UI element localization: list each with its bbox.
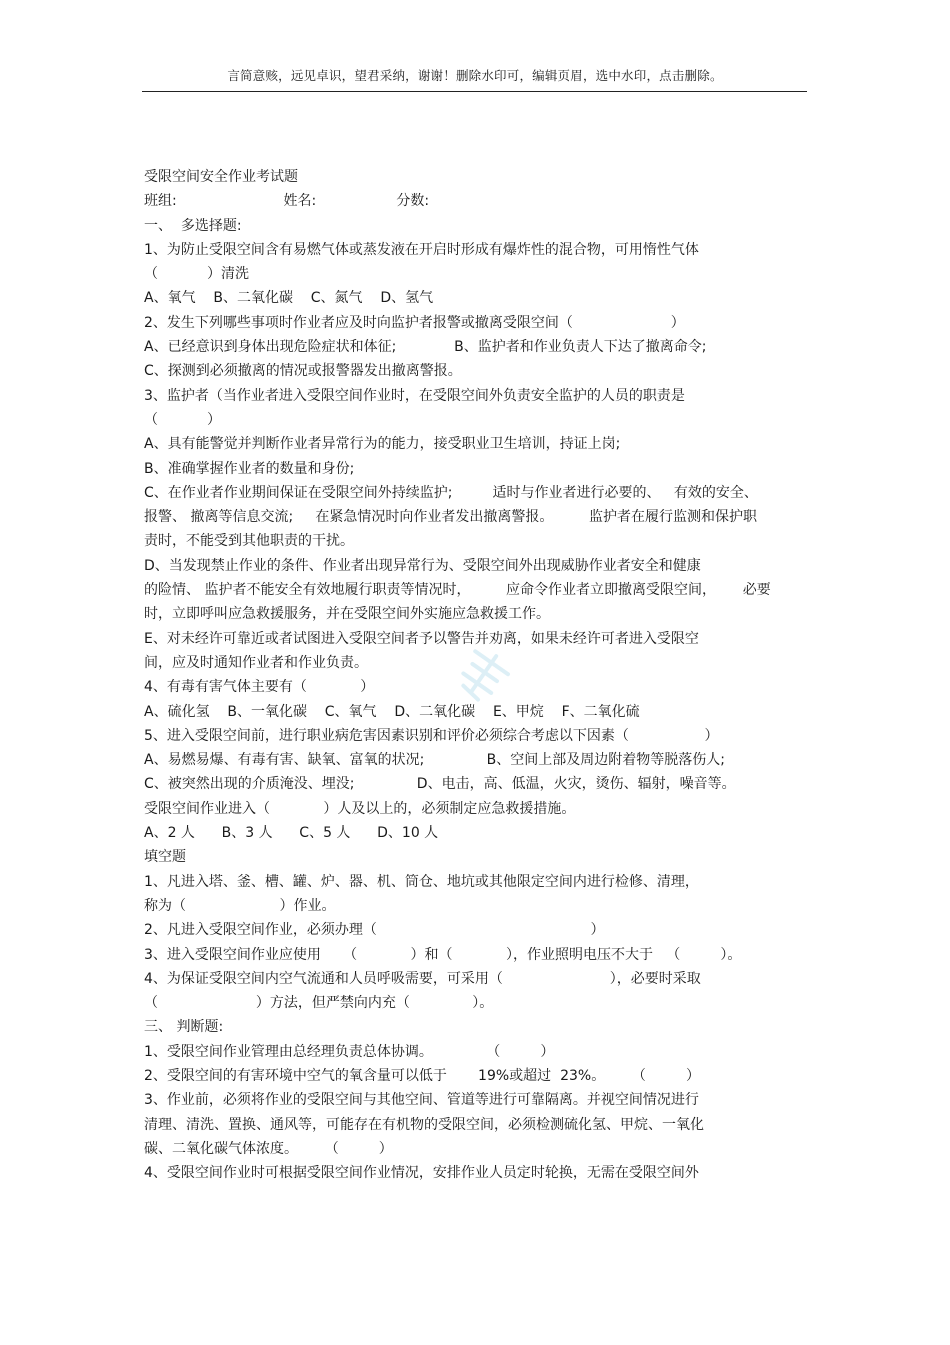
document-line: （ ）清洗 [144,266,249,283]
document-line: C、探测到必须撤离的情况或报警器发出撤离警报。 [144,363,462,380]
document-line: 报警、 撤离等信息交流; 在紧急情况时向作业者发出撤离警报。 监护者在履行监测和保护职 [144,509,758,526]
document-line: 的险情、 监护者不能安全有效地履行职责等情况时， 应命令作业者立即撤离受限空间， 必要 [144,582,771,599]
document-line: A、氧气 B、二氧化碳 C、氮气 D、氢气 [144,290,434,307]
document-line: 填空题 [144,849,186,866]
header-divider [142,91,807,92]
document-line: 4、有毒有害气体主要有（ ） [144,679,375,696]
document-line: 5、进入受限空间前，进行职业病危害因素识别和评价必须综合考虑以下因素（ ） [144,727,719,744]
document-line: 1、凡进入塔、釜、槽、罐、炉、器、机、筒仓、地坑或其他限定空间内进行检修、清理， [144,873,699,890]
document-line: 4、为保证受限空间内空气流通和人员呼吸需要，可采用（ ），必要时采取 [144,970,701,987]
document-line: 称为（ ）作业。 [144,897,336,914]
document-line: C、在作业者作业期间保证在受限空间外持续监护; 适时与作业者进行必要的、 有效的安全、 [144,484,758,501]
document-line: A、已经意识到身体出现危险症状和体征; B、监护者和作业负责人下达了撤离命令; [144,339,707,356]
document-line: 3、作业前，必须将作业的受限空间与其他空间、管道等进行可靠隔离。并视空间情况进行 [144,1092,699,1109]
page-header-text: 言简意赅，远见卓识，望君采纳，谢谢！删除水印可，编辑页眉，选中水印，点击删除。 [227,68,723,83]
document-line: 3、监护者（当作业者进入受限空间作业时，在受限空间外负责安全监护的人员的职责是 [144,387,685,404]
document-line: 间，应及时通知作业者和作业负责。 [144,654,368,671]
document-line: A、具有能警觉并判断作业者异常行为的能力，接受职业卫生培训，持证上岗; [144,436,621,453]
document-line: 时，立即呼叫应急救援服务，并在受限空间外实施应急救援工作。 [144,606,550,623]
document-line: 2、凡进入受限空间作业，必须办理（ ） [144,922,605,939]
document-line: D、当发现禁止作业的条件、作业者出现异常行为、受限空间外出现威胁作业者安全和健康 [144,557,701,574]
document-line: （ ） [144,411,221,428]
document-line: C、被突然出现的介质淹没、埋没; D、电击，高、低温，火灾，烫伤、辐射，噪音等。 [144,776,736,793]
document-line: 2、发生下列哪些事项时作业者应及时向监护者报警或撤离受限空间（ ） [144,314,685,331]
document-line: 三、 判断题: [144,1019,224,1036]
document-line: （ ）方法，但严禁向内充（ ）。 [144,995,494,1012]
document-line: A、硫化氢 B、一氧化碳 C、氧气 D、二氧化碳 E、甲烷 F、二氧化硫 [144,703,640,720]
document-line: 受限空间安全作业考试题 [144,169,298,185]
document-line: 受限空间作业进入（ ）人及以上的，必须制定应急救援措施。 [144,800,576,817]
document-line: 责时，不能受到其他职责的干扰。 [144,533,354,550]
document-line: 碳、二氧化碳气体浓度。 （ ） [144,1140,393,1157]
document-line: 一、 多选择题: [144,217,242,234]
document-line: E、对未经许可靠近或者试图进入受限空间者予以警告并劝离，如果未经许可者进入受限空 [144,630,699,647]
document-line: 2、受限空间的有害环境中空气的氧含量可以低于 19%或超过 23%。 （ ） [144,1067,700,1084]
document-line: A、2 人 B、3 人 C、5 人 D、10 人 [144,825,439,842]
document-line: 1、为防止受限空间含有易燃气体或蒸发液在开启时形成有爆炸性的混合物，可用惰性气体 [144,241,699,258]
document-line: 4、受限空间作业时可根据受限空间作业情况，安排作业人员定时轮换，无需在受限空间外 [144,1165,699,1182]
document-line: 1、受限空间作业管理由总经理负责总体协调。 （ ） [144,1043,555,1060]
document-line: A、易燃易爆、有毒有害、缺氧、富氧的状况; B、空间上部及周边附着物等脱落伤人; [144,752,725,769]
document-line: B、准确掌握作业者的数量和身份; [144,460,355,477]
document-line: 3、进入受限空间作业应使用 （ ）和（ ），作业照明电压不大于 （ ）。 [144,946,742,963]
document-line: 清理、清洗、置换、通风等，可能存在有机物的受限空间，必须检测硫化氢、甲烷、一氧化 [144,1116,704,1133]
document-line: 班组: 姓名: 分数: [144,193,430,210]
